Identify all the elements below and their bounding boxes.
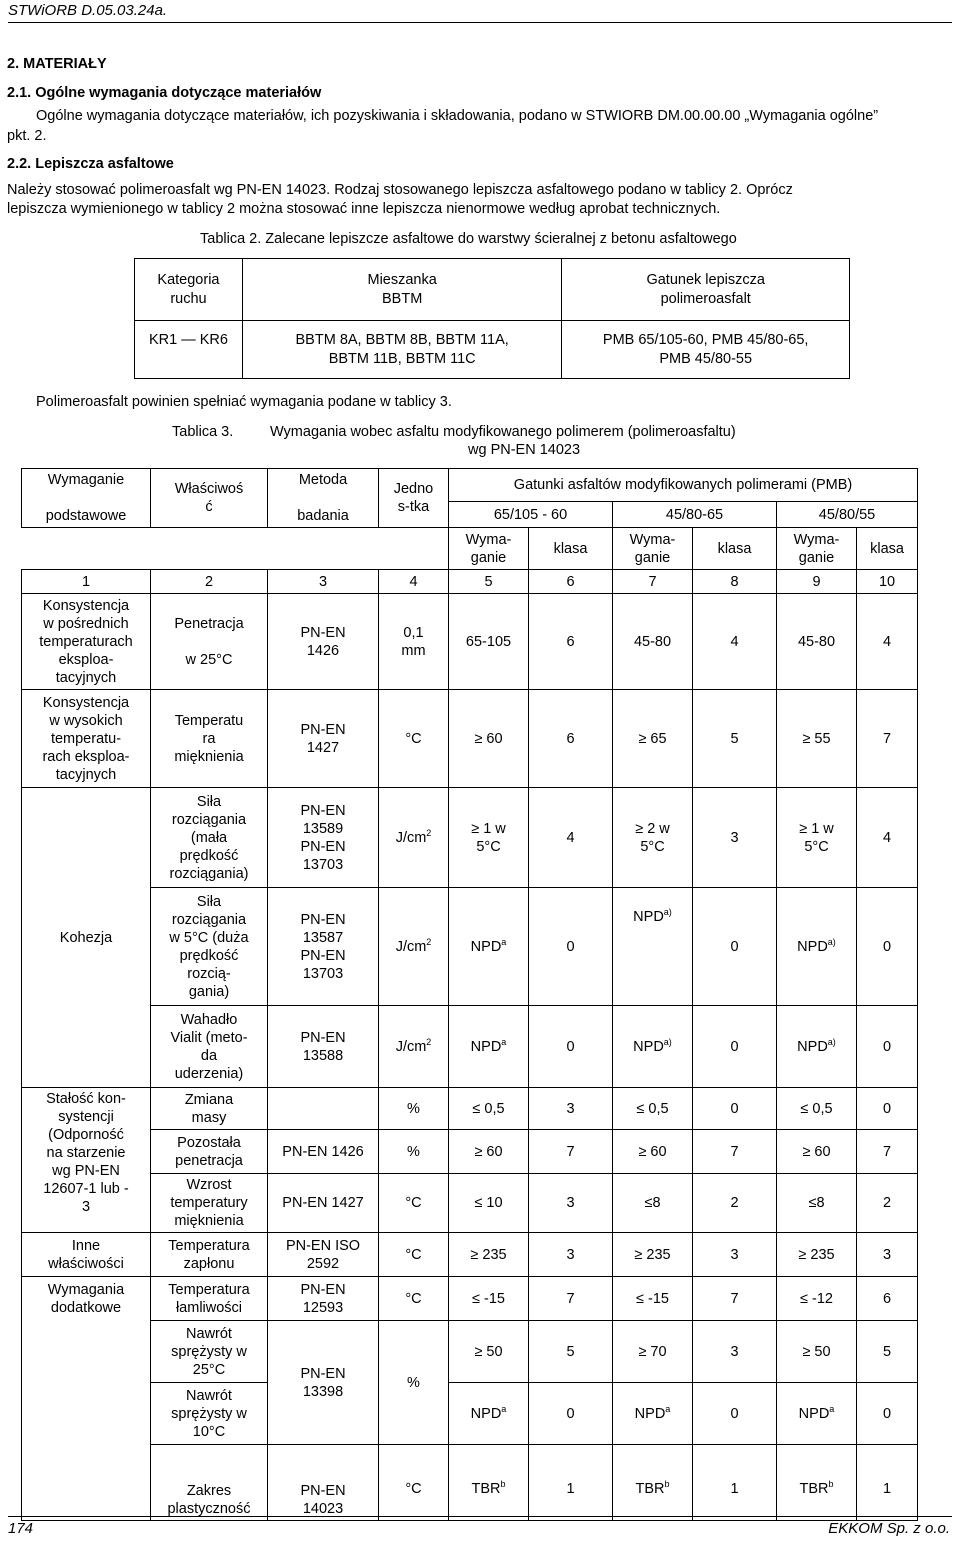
- t3-colnum: 3: [268, 570, 379, 594]
- t3-value: ≤ -15: [449, 1277, 529, 1321]
- t3-property-penetration: Penetracja w 25°C: [151, 594, 268, 690]
- t3-unit: °C: [379, 1277, 449, 1321]
- t3-header-requirement: Wymaganie podstawowe: [22, 469, 151, 528]
- t3-unit: $J/cm^2$: [379, 1006, 449, 1088]
- t3-property-retained-penetration: Pozostała penetracja: [151, 1130, 268, 1174]
- t3-value: 0: [529, 1383, 613, 1445]
- t3-requirement-cohesion: Kohezja: [22, 788, 151, 1088]
- t3-value: ≥ 235: [613, 1233, 693, 1277]
- t3-grade-2: 45/80-65: [613, 502, 777, 528]
- t3-value: 4: [857, 594, 918, 690]
- t3-value: NPD$^a$: [449, 888, 529, 1006]
- t3-value: ≤ -15: [613, 1277, 693, 1321]
- t3-sub-class: klasa: [857, 528, 918, 570]
- t3-requirement-consistency-intermediate: Konsystencja w pośrednich temperaturach eksploa- tacyjnych: [22, 594, 151, 690]
- t3-property-force-ductility-low: Siła rozciągania (mała prędkość rozciągania): [151, 788, 268, 888]
- table2-caption: Tablica 2. Zalecane lepiszcze asfaltowe do warstwy ścieralnej z betonu asfaltowego: [200, 231, 737, 247]
- company-name: EKKOM Sp. z o.o.: [828, 1520, 950, 1537]
- t3-value: ≤ 0,5: [613, 1088, 693, 1130]
- t3-method: PN-EN 1426: [268, 594, 379, 690]
- t3-property-softening: Temperatu ra mięknienia: [151, 690, 268, 788]
- t3-unit: 0,1 mm: [379, 594, 449, 690]
- t3-value: 0: [857, 1006, 918, 1088]
- t3-empty: [22, 528, 151, 570]
- t3-value: ≤8: [613, 1174, 693, 1233]
- t3-value: 3: [529, 1088, 613, 1130]
- t3-value: 0: [693, 1383, 777, 1445]
- t3-requirement-consistency-high: Konsystencja w wysokich temperatu- rach eksploa- tacyjnych: [22, 690, 151, 788]
- t3-method: PN-EN 1427: [268, 690, 379, 788]
- t3-value: ≥ 65: [613, 690, 693, 788]
- t3-colnum: 9: [777, 570, 857, 594]
- t3-header-method: Metoda badania: [268, 469, 379, 528]
- t3-property-vialit: Wahadło Vialit (meto- da uderzenia): [151, 1006, 268, 1088]
- t3-method: PN-EN 13588: [268, 1006, 379, 1088]
- t3-value: 7: [693, 1130, 777, 1174]
- footer-divider: [8, 1516, 952, 1517]
- t3-unit: °C: [379, 1233, 449, 1277]
- t3-value: 65-105: [449, 594, 529, 690]
- t3-grade-3: 45/80/55: [777, 502, 918, 528]
- t3-value: ≤ 10: [449, 1174, 529, 1233]
- page-number: 174: [8, 1520, 34, 1537]
- table2-cell-category: KR1 — KR6: [135, 321, 243, 379]
- t3-sub-requirement: Wyma- ganie: [613, 528, 693, 570]
- t3-value: TBR$^b$: [613, 1445, 693, 1521]
- t3-unit: %: [379, 1130, 449, 1174]
- t3-colnum: 10: [857, 570, 918, 594]
- t3-property-softening-increase: Wzrost temperatury mięknienia: [151, 1174, 268, 1233]
- t3-value: 1: [693, 1445, 777, 1521]
- t3-value: 2: [857, 1174, 918, 1233]
- t3-requirement-ageing: Stałość kon- systencji (Odporność na starzenie wg PN-EN 12607-1 lub - 3: [22, 1088, 151, 1233]
- t3-header-grades: Gatunki asfaltów modyfikowanych polimerami (PMB): [449, 469, 918, 502]
- t3-method: PN-EN 12593: [268, 1277, 379, 1321]
- table3-pmb-requirements: [21, 468, 918, 1521]
- binders-paragraph-line2: lepiszcza wymienionego w tablicy 2 można stosować inne lepiszcza nienormowe według aprobat technicznych.: [7, 201, 721, 217]
- t3-method: PN-EN 13589 PN-EN 13703: [268, 788, 379, 888]
- t3-colnum: 4: [379, 570, 449, 594]
- t3-value: NPD$^a$: [613, 1383, 693, 1445]
- t3-value: 7: [693, 1277, 777, 1321]
- t3-value: ≥ 50: [777, 1321, 857, 1383]
- t3-colnum: 6: [529, 570, 613, 594]
- t3-value: 4: [857, 788, 918, 888]
- t3-value: 45-80: [777, 594, 857, 690]
- t3-method: PN-EN 13587 PN-EN 13703: [268, 888, 379, 1006]
- general-paragraph-line1: Ogólne wymagania dotyczące materiałów, ich pozyskiwania i składowania, podano w STWIORB DM.00.00.00 „Wymagania ogólne”: [36, 108, 879, 124]
- t3-value: 0: [693, 1088, 777, 1130]
- t3-value: ≥ 60: [613, 1130, 693, 1174]
- t3-colnum: 2: [151, 570, 268, 594]
- t3-value: 4: [693, 594, 777, 690]
- t3-sub-class: klasa: [529, 528, 613, 570]
- t3-value: 7: [857, 690, 918, 788]
- general-paragraph-line2: pkt. 2.: [7, 128, 47, 144]
- t3-value: NPD$^a$: [449, 1383, 529, 1445]
- t3-property-force-ductility-high: Siła rozciągania w 5°C (duża prędkość rozcią- gania): [151, 888, 268, 1006]
- t3-value: 5: [529, 1321, 613, 1383]
- table2-header-binder: Gatunek lepiszcza polimeroasfalt: [562, 259, 850, 321]
- t3-value: ≥ 60: [449, 1130, 529, 1174]
- t3-unit: $J/cm^2$: [379, 788, 449, 888]
- t3-value: 4: [529, 788, 613, 888]
- section-title-materials: 2. MATERIAŁY: [7, 56, 107, 72]
- section-title-general: 2.1. Ogólne wymagania dotyczące materiałów: [7, 85, 322, 101]
- t3-value: 2: [693, 1174, 777, 1233]
- t3-method: PN-EN 1426: [268, 1130, 379, 1174]
- t3-requirement-other: Inne właściwości: [22, 1233, 151, 1277]
- t3-colnum: 1: [22, 570, 151, 594]
- t3-method: PN-EN 1427: [268, 1174, 379, 1233]
- t3-value: ≥ 2 w 5°C: [613, 788, 693, 888]
- binders-paragraph-line1: Należy stosować polimeroasfalt wg PN-EN 14023. Rodzaj stosowanego lepiszcza asfaltowego podano w tablicy 2. Oprócz: [7, 182, 793, 198]
- t3-value: 6: [857, 1277, 918, 1321]
- t3-value: 0: [693, 1006, 777, 1088]
- t3-property-elastic-recovery-10: Nawrót sprężysty w 10°C: [151, 1383, 268, 1445]
- t3-value: 6: [529, 690, 613, 788]
- t3-empty: [151, 528, 268, 570]
- t3-method: PN-EN 13398: [268, 1321, 379, 1445]
- t3-unit: °C: [379, 690, 449, 788]
- t3-value: ≥ 55: [777, 690, 857, 788]
- t3-unit: °C: [379, 1445, 449, 1521]
- t3-property-plasticity-range: Zakres plastyczność: [151, 1445, 268, 1521]
- t3-header-unit: Jedno s-tka: [379, 469, 449, 528]
- t3-value: NPD$^{a)}$: [777, 1006, 857, 1088]
- t3-value: 3: [529, 1174, 613, 1233]
- t3-value: 3: [857, 1233, 918, 1277]
- t3-value: 0: [529, 888, 613, 1006]
- t3-property-elastic-recovery-25: Nawrót sprężysty w 25°C: [151, 1321, 268, 1383]
- table2-cell-binder: PMB 65/105-60, PMB 45/80-65, PMB 45/80-55: [562, 321, 850, 379]
- t3-property-fraass: Temperatura łamliwości: [151, 1277, 268, 1321]
- table3-intro: Polimeroasfalt powinien spełniać wymagania podane w tablicy 3.: [36, 394, 452, 410]
- t3-value: ≥ 235: [449, 1233, 529, 1277]
- t3-value: NPD$^{a)}$: [613, 1006, 693, 1088]
- t3-method-empty: [268, 1088, 379, 1130]
- t3-value: ≤ 0,5: [449, 1088, 529, 1130]
- t3-value: NPD$^{a)}$: [613, 888, 693, 1006]
- table3-caption-label: Tablica 3.: [172, 424, 234, 440]
- t3-value: ≥ 235: [777, 1233, 857, 1277]
- t3-sub-requirement: Wyma- ganie: [777, 528, 857, 570]
- table2-header-category: Kategoria ruchu: [135, 259, 243, 321]
- t3-value: 3: [693, 788, 777, 888]
- header-divider: [8, 22, 952, 23]
- t3-value: 3: [693, 1233, 777, 1277]
- t3-empty: [379, 528, 449, 570]
- t3-property-mass-change: Zmiana masy: [151, 1088, 268, 1130]
- t3-sub-class: klasa: [693, 528, 777, 570]
- t3-value: ≥ 70: [613, 1321, 693, 1383]
- t3-method: PN-EN ISO 2592: [268, 1233, 379, 1277]
- t3-empty: [268, 528, 379, 570]
- t3-value: 6: [529, 594, 613, 690]
- t3-value: 3: [529, 1233, 613, 1277]
- t3-value: 0: [857, 1088, 918, 1130]
- t3-sub-requirement: Wyma- ganie: [449, 528, 529, 570]
- t3-value: ≥ 60: [777, 1130, 857, 1174]
- t3-value: 1: [529, 1445, 613, 1521]
- t3-value: 0: [857, 1383, 918, 1445]
- t3-value: 7: [529, 1130, 613, 1174]
- t3-unit: $J/cm^2$: [379, 888, 449, 1006]
- t3-colnum: 8: [693, 570, 777, 594]
- t3-value: 7: [857, 1130, 918, 1174]
- t3-header-property: Właściwoś ć: [151, 469, 268, 528]
- t3-value: 0: [529, 1006, 613, 1088]
- t3-colnum: 7: [613, 570, 693, 594]
- t3-value: 5: [693, 690, 777, 788]
- t3-value: ≥ 60: [449, 690, 529, 788]
- t3-colnum: 5: [449, 570, 529, 594]
- t3-value: ≤ 0,5: [777, 1088, 857, 1130]
- t3-value: ≤ -12: [777, 1277, 857, 1321]
- t3-property-flash-point: Temperatura zapłonu: [151, 1233, 268, 1277]
- t3-value: TBR$^b$: [449, 1445, 529, 1521]
- t3-value: ≥ 1 w 5°C: [777, 788, 857, 888]
- t3-value: ≤8: [777, 1174, 857, 1233]
- t3-value: 45-80: [613, 594, 693, 690]
- t3-value: ≥ 1 w 5°C: [449, 788, 529, 888]
- t3-unit: °C: [379, 1174, 449, 1233]
- t3-method: PN-EN 14023: [268, 1445, 379, 1521]
- section-title-binders: 2.2. Lepiszcza asfaltowe: [7, 156, 174, 172]
- document-code: STWiORB D.05.03.24a.: [8, 2, 168, 19]
- t3-value: NPD$^a$: [449, 1006, 529, 1088]
- t3-value: 1: [857, 1445, 918, 1521]
- table3-caption-line1: Wymagania wobec asfaltu modyfikowanego polimerem (polimeroasfaltu): [270, 424, 736, 440]
- t3-value: 0: [857, 888, 918, 1006]
- t3-unit: %: [379, 1088, 449, 1130]
- t3-value: ≥ 50: [449, 1321, 529, 1383]
- table2-header-mix: Mieszanka BBTM: [242, 259, 561, 321]
- t3-value: 3: [693, 1321, 777, 1383]
- t3-value: 0: [693, 888, 777, 1006]
- t3-value: 7: [529, 1277, 613, 1321]
- t3-unit: %: [379, 1321, 449, 1445]
- t3-requirement-additional: Wymagania dodatkowe: [22, 1277, 151, 1521]
- t3-value: TBR$^b$: [777, 1445, 857, 1521]
- t3-value: 5: [857, 1321, 918, 1383]
- table2-binder: [134, 258, 850, 379]
- t3-value: NPD$^{a)}$: [777, 888, 857, 1006]
- t3-grade-1: 65/105 - 60: [449, 502, 613, 528]
- table2-cell-mix: BBTM 8A, BBTM 8B, BBTM 11A, BBTM 11B, BBTM 11C: [242, 321, 561, 379]
- t3-value: NPD$^a$: [777, 1383, 857, 1445]
- table3-caption-line2: wg PN-EN 14023: [468, 442, 581, 458]
